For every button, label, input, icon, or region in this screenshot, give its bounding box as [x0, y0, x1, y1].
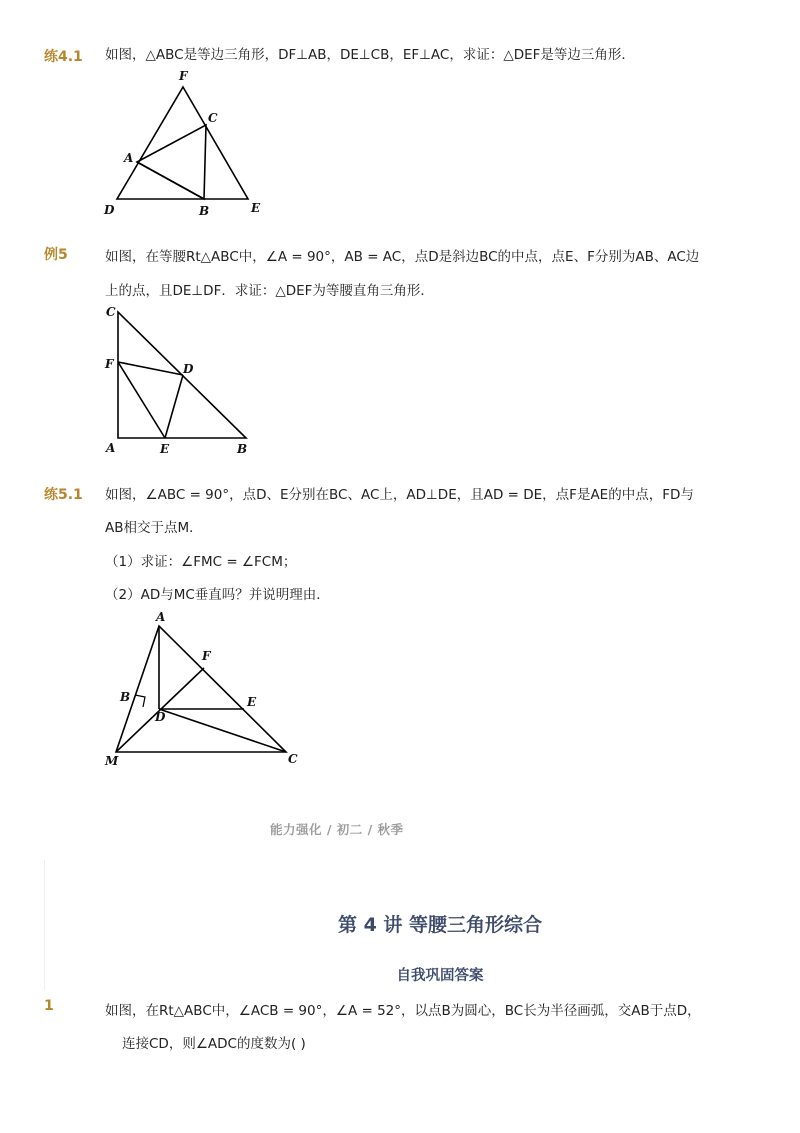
figure-5-1: [100, 608, 310, 778]
question-1-text-line2: 连接CD，则∠ADC的度数为( ): [122, 1036, 306, 1052]
example-label-5: 例5: [44, 247, 68, 263]
segment-de: [165, 375, 183, 438]
lecture-title: 第 4 讲 等腰三角形综合: [337, 914, 543, 936]
point-label-e: E: [160, 442, 170, 456]
triangle-def: [117, 87, 248, 199]
point-label-d: D: [183, 362, 194, 376]
exercise-label-5-1: 练5.1: [44, 487, 83, 503]
point-label-f: F: [105, 357, 114, 371]
segment-ab: [137, 162, 204, 199]
example-text-5-line2: 上的点，且DE⊥DF．求证：△DEF为等腰直角三角形．: [105, 283, 434, 299]
point-label-a: A: [106, 441, 116, 455]
point-label-c: C: [106, 305, 116, 319]
page-footer: 能力强化 / 初二 / 秋季: [270, 822, 404, 837]
point-label-e: E: [251, 201, 261, 215]
figure-4-1: [100, 66, 280, 226]
triangle-abc: [137, 125, 206, 199]
point-label-d: D: [155, 710, 166, 724]
question-1-text-line1: 如图，在Rt△ABC中，∠ACB = 90°，∠A = 52°，以点B为圆心，BC长为半径画弧，交AB于点D，: [105, 1003, 701, 1019]
exercise-5-1-question-2: （2）AD与MC垂直吗？并说明理由．: [105, 587, 330, 603]
section-title: 自我巩固答案: [396, 968, 484, 984]
point-label-b: B: [199, 204, 210, 218]
figure-5: [100, 302, 270, 462]
segment-fe: [118, 362, 165, 438]
exercise-label-4-1: 练4.1: [44, 49, 83, 65]
point-label-f: F: [202, 649, 211, 663]
right-angle-mark: [135, 695, 145, 707]
exercise-text-5-1-line2: AB相交于点M．: [105, 520, 203, 536]
segment-dc: [159, 709, 286, 752]
point-label-c: C: [208, 111, 218, 125]
question-label-1: 1: [44, 998, 54, 1014]
point-label-a: A: [156, 610, 166, 624]
segment-fd: [118, 362, 183, 375]
example-text-5-line1: 如图，在等腰Rt△ABC中，∠A = 90°，AB = AC，点D是斜边BC的中点，点E、F分别为AB、AC边: [105, 249, 700, 265]
point-label-a: A: [124, 151, 134, 165]
exercise-text-5-1-line1: 如图，∠ABC = 90°，点D、E分别在BC、AC上，AD⊥DE，且AD = DE，点F是AE的中点，FD与: [105, 487, 694, 503]
exercise-5-1-question-1: （1）求证：∠FMC = ∠FCM；: [105, 554, 297, 570]
point-label-m: M: [105, 754, 119, 768]
exercise-text-4-1: 如图，△ABC是等边三角形，DF⊥AB，DE⊥CB，EF⊥AC，求证：△DEF是等边三角形．: [105, 47, 635, 63]
point-label-f: F: [179, 69, 188, 83]
point-label-b: B: [237, 442, 248, 456]
point-label-e: E: [247, 695, 257, 709]
point-label-c: C: [288, 752, 298, 766]
point-label-d: D: [104, 203, 115, 217]
triangle-amc: [116, 626, 286, 752]
point-label-b: B: [120, 690, 131, 704]
